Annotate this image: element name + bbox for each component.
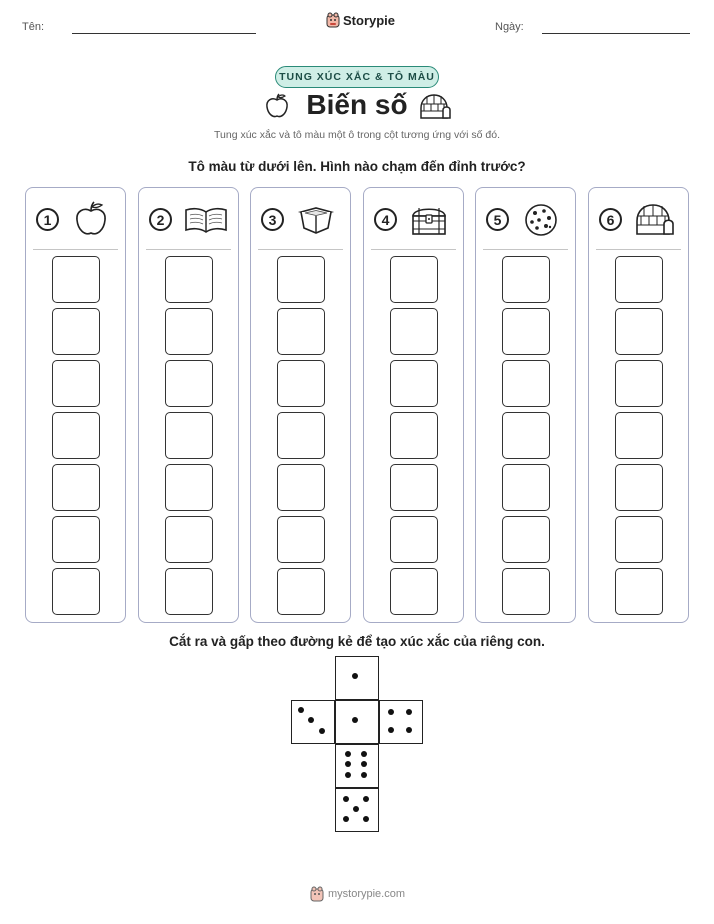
- dice-pip: [308, 717, 314, 723]
- column-number: 4: [374, 208, 397, 231]
- color-cell[interactable]: [615, 412, 663, 459]
- mascot-icon: [310, 886, 324, 902]
- color-cell[interactable]: [502, 568, 550, 615]
- column-4: [363, 187, 464, 623]
- column-6: [588, 187, 689, 623]
- dice-pip: [353, 806, 359, 812]
- dice-pip: [388, 727, 394, 733]
- dice-pip: [319, 728, 325, 734]
- column-number: 1: [36, 208, 59, 231]
- color-cell[interactable]: [390, 464, 438, 511]
- color-cell[interactable]: [52, 516, 100, 563]
- color-cell[interactable]: [502, 308, 550, 355]
- footer: [310, 886, 405, 902]
- dice-face-3: [291, 700, 335, 744]
- igloo-icon: [419, 92, 451, 120]
- dice-pip: [343, 796, 349, 802]
- column-number: 3: [261, 208, 284, 231]
- color-cell[interactable]: [52, 360, 100, 407]
- column-3: [250, 187, 351, 623]
- cookie-icon: [521, 200, 561, 240]
- dice-pip: [363, 796, 369, 802]
- color-cell[interactable]: [52, 412, 100, 459]
- dice-face-4: [379, 700, 423, 744]
- column-1: [25, 187, 126, 623]
- color-cell[interactable]: [165, 516, 213, 563]
- name-label: Tên:: [22, 21, 45, 33]
- dice-pip: [406, 727, 412, 733]
- color-cell[interactable]: [52, 256, 100, 303]
- dice-pip: [361, 761, 367, 767]
- color-cell[interactable]: [277, 308, 325, 355]
- color-cell[interactable]: [390, 516, 438, 563]
- color-cell[interactable]: [52, 464, 100, 511]
- color-cell[interactable]: [615, 464, 663, 511]
- column-divider: [371, 249, 456, 250]
- color-cell[interactable]: [277, 516, 325, 563]
- dice-pip: [352, 717, 358, 723]
- storypie-logo: [326, 12, 395, 28]
- color-cell[interactable]: [277, 568, 325, 615]
- color-cell[interactable]: [502, 360, 550, 407]
- color-cell[interactable]: [165, 256, 213, 303]
- activity-badge: TUNG XÚC XẮC & TÔ MÀU: [275, 66, 439, 88]
- dice-pip: [345, 751, 351, 757]
- question-text: Tô màu từ dưới lên. Hình nào chạm đến đỉnh trước?: [188, 159, 526, 174]
- apple-icon: [71, 200, 111, 240]
- dice-pip: [406, 709, 412, 715]
- column-2: [138, 187, 239, 623]
- color-cell[interactable]: [615, 516, 663, 563]
- dice-face-5: [335, 788, 379, 832]
- instructions-text: Tung xúc xắc và tô màu một ô trong cột tương ứng với số đó.: [214, 129, 500, 141]
- dice-face-1b: [335, 700, 379, 744]
- dice-pip: [361, 772, 367, 778]
- column-number: 5: [486, 208, 509, 231]
- page-title: Biến số: [306, 89, 408, 120]
- color-cell[interactable]: [277, 464, 325, 511]
- color-cell[interactable]: [390, 360, 438, 407]
- igloo-icon: [634, 200, 674, 240]
- color-cell[interactable]: [165, 412, 213, 459]
- mascot-icon: [326, 12, 340, 28]
- dice-instruction: Cắt ra và gấp theo đường kẻ để tạo xúc xắc của riêng con.: [169, 634, 545, 649]
- color-cell[interactable]: [165, 464, 213, 511]
- dice-face-1: [335, 656, 379, 700]
- color-cell[interactable]: [615, 568, 663, 615]
- dice-pip: [343, 816, 349, 822]
- column-divider: [258, 249, 343, 250]
- column-number: 6: [599, 208, 622, 231]
- dice-pip: [361, 751, 367, 757]
- dice-face-6: [335, 744, 379, 788]
- color-cell[interactable]: [390, 412, 438, 459]
- color-cell[interactable]: [52, 308, 100, 355]
- open-book-icon: [182, 200, 230, 240]
- treasure-chest-icon: [409, 200, 449, 240]
- date-label: Ngày:: [495, 21, 524, 33]
- color-cell[interactable]: [277, 256, 325, 303]
- color-cell[interactable]: [502, 256, 550, 303]
- color-cell[interactable]: [52, 568, 100, 615]
- color-cell[interactable]: [502, 464, 550, 511]
- column-5: [475, 187, 576, 623]
- dice-pip: [352, 673, 358, 679]
- color-cell[interactable]: [502, 412, 550, 459]
- color-cell[interactable]: [165, 308, 213, 355]
- color-cell[interactable]: [390, 568, 438, 615]
- dice-pip: [345, 761, 351, 767]
- color-cell[interactable]: [502, 516, 550, 563]
- color-cell[interactable]: [277, 360, 325, 407]
- footer-url[interactable]: mystorypie.com: [328, 888, 406, 900]
- brand-name: Storypie: [343, 12, 396, 28]
- color-cell[interactable]: [277, 412, 325, 459]
- column-divider: [146, 249, 231, 250]
- dice-pip: [363, 816, 369, 822]
- color-cell[interactable]: [165, 568, 213, 615]
- color-cell[interactable]: [390, 256, 438, 303]
- column-divider: [596, 249, 681, 250]
- color-cell[interactable]: [615, 360, 663, 407]
- dice-pip: [345, 772, 351, 778]
- color-cell[interactable]: [390, 308, 438, 355]
- color-cell[interactable]: [165, 360, 213, 407]
- apple-icon: [263, 92, 291, 120]
- column-number: 2: [149, 208, 172, 231]
- color-cell[interactable]: [615, 256, 663, 303]
- column-divider: [33, 249, 118, 250]
- color-cell[interactable]: [615, 308, 663, 355]
- dice-pip: [388, 709, 394, 715]
- box-icon: [296, 200, 336, 240]
- date-line[interactable]: [542, 33, 690, 34]
- name-line[interactable]: [72, 33, 256, 34]
- dice-pip: [298, 707, 304, 713]
- column-divider: [483, 249, 568, 250]
